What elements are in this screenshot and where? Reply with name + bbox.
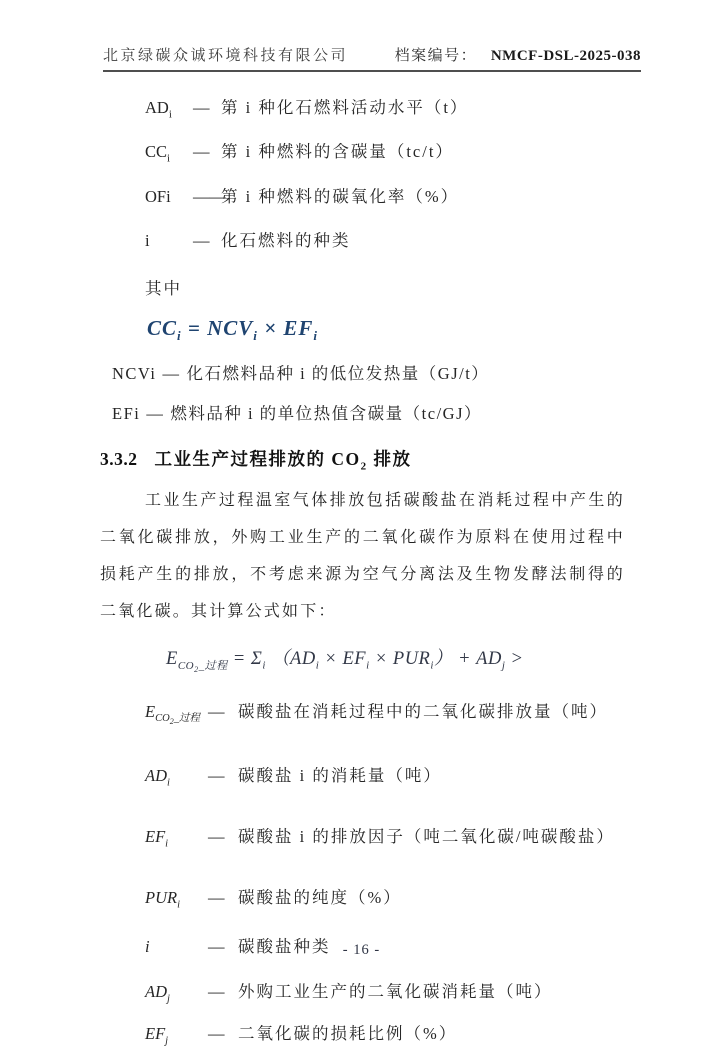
definition-text: 二氧化碳的损耗比例（%） [238,1023,458,1043]
archive-number-group [395,44,641,65]
definition-text: 碳酸盐 i 的排放因子（吨二氧化碳/吨碳酸盐） [238,827,615,847]
definition-dash: — [208,766,225,786]
section-heading [100,446,625,473]
formula-subscript [178,660,228,672]
formula-subscript: i [430,659,434,672]
formula-subscript: i [177,328,182,344]
formula-subscript-text: _过程 [198,659,228,672]
definition-text: 第 i 种化石燃料活动水平（t） [221,98,469,117]
term-base: AD [145,766,167,786]
definition-dash: — [193,142,210,162]
term-base: E [145,701,156,721]
definition-term [145,825,208,855]
definition-row-e-process [145,700,625,733]
formula-subscript: i [313,328,319,344]
definition-dash: —— [193,186,226,206]
term-subscript-text: CO [155,713,170,725]
definition-dash: — [162,364,181,384]
definition-text: 外购工业生产的二氧化碳消耗量（吨） [238,982,553,1002]
archive-label: 档案编号： [394,48,478,64]
formula-part: × PUR [369,648,431,669]
term-base: i [145,937,150,957]
definition-dash: — [193,98,210,117]
definition-row-adj [145,980,625,1010]
definition-term [145,96,193,126]
definition-text: 第 i 种燃料的含碳量（tc/t） [221,142,454,162]
definition-row-puri [145,886,625,916]
formula-subscript: i [366,659,370,672]
term-subscript: i [167,152,171,165]
definition-text: 碳酸盐在消耗过程中的二氧化碳排放量（吨） [238,701,608,721]
term-subscript: i [167,777,170,789]
term-base: AD [145,982,167,1002]
definition-text: 化石燃料品种 i 的低位发热量（GJ/t） [186,364,490,384]
definition-term: EFi [112,404,141,424]
term-subscript: i [168,108,172,121]
definition-text: 碳酸盐 i 的消耗量（吨） [238,766,442,786]
formula-part: CC [147,316,178,341]
section-title-text: 工业生产过程排放的 CO [154,449,361,470]
term-subscript: i [165,838,169,850]
definition-dash: — [208,937,225,957]
term-subscript [155,713,200,727]
definition-row-efj [145,1022,625,1052]
term-base: PUR [145,887,178,907]
formula-part: = Σ [227,648,263,669]
carbon-content-formula [147,316,625,344]
definition-dash: — [193,230,210,250]
formula-subsubscript: 2 [194,664,199,674]
definition-dash: — [208,887,225,907]
definition-term [145,185,193,215]
term-subscript: j [165,1034,169,1046]
section-title-subscript: 2 [360,460,368,473]
definition-row-adi [145,96,625,126]
page-number: - 16 - [342,942,381,958]
definition-term: NCVi [112,364,157,384]
definition-text: 燃料品种 i 的单位热值含碳量（tc/GJ） [170,404,483,424]
term-base: i [145,230,150,250]
definition-row-cci [145,140,625,170]
formula-part: > [505,648,524,669]
formula-part: × EF [257,316,314,341]
fossil-fuel-definition-list [145,96,625,259]
formula-part: ） + AD [433,648,502,669]
definition-term [145,140,193,170]
definition-text: 碳酸盐的纯度（%） [238,887,402,907]
wherein-label: 其中 [145,279,182,299]
carbonate-definition-list [145,700,625,1052]
definition-dash: — [208,701,225,721]
document-header [103,44,641,72]
term-base: EF [145,827,166,847]
formula-subscript: j [501,659,506,672]
company-name: 北京绿碳众诚环境科技有限公司 [103,48,349,64]
formula-subscript-text: CO [177,659,195,672]
formula-subscript: i [262,659,266,672]
definition-dash: — [208,982,225,1002]
section-number: 3.3.2 [100,449,138,470]
term-base: AD [145,98,169,117]
definition-term [145,764,208,794]
definition-text: 化石燃料的种类 [221,230,351,250]
ncv-definition-row [112,360,625,384]
term-subscript: j [167,993,170,1005]
definition-text: 第 i 种燃料的碳氧化率（%） [221,186,460,206]
body-paragraph: 工业生产过程温室气体排放包括碳酸盐在消耗过程中产生的二氧化碳排放，外购工业生产的二氧化碳作为原料在使用过程中损耗产生的排放，不考虑来源为空气分离法及生物发酵法制得的二氧化碳。其计算公式如下： [100,491,625,620]
definition-text: 碳酸盐种类 [238,937,331,957]
definition-term [145,980,208,1010]
page-footer [0,942,723,959]
archive-number: NMCF-DSL-2025-038 [490,48,641,64]
formula-subscript: i [253,328,258,344]
term-base: EF [145,1023,166,1043]
term-subscript-text: _过程 [173,713,200,725]
definition-term [145,1022,208,1052]
section-title-text: 排放 [367,449,412,470]
formula-subscript: i [315,659,320,672]
formula-part: E [166,648,178,669]
formula-part: = NCV [181,316,254,341]
section-title [154,449,412,473]
ef-definition-row [112,400,625,424]
formula-part: × EF [319,648,367,669]
process-emission-formula [166,644,625,674]
definition-row-efi2 [145,825,625,855]
definition-dash: — [208,827,225,847]
definition-row-i [145,229,625,259]
definition-dash: — [208,1023,225,1043]
term-base: CC [145,142,168,162]
term-base: OFi [145,186,171,206]
term-subsubscript: 2 [169,717,174,727]
definition-dash: — [146,404,165,424]
definition-row-adi2 [145,764,625,794]
definition-row-ofi [145,185,625,215]
definition-term [145,700,208,733]
definition-term [145,229,193,259]
definition-term [145,886,208,916]
formula-part: （AD [265,648,316,669]
term-subscript: i [177,899,180,911]
